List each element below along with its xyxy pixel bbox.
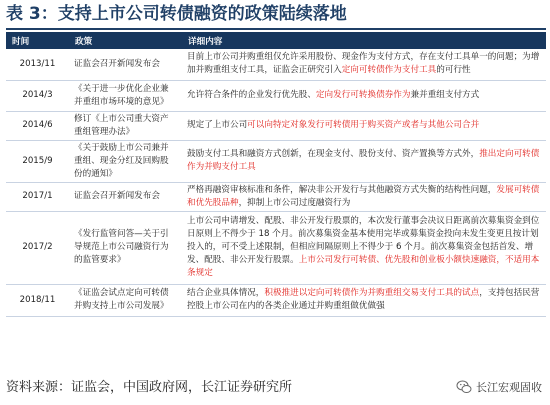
- table-row: [6, 211, 546, 284]
- row-date: 2017/2: [6, 211, 69, 284]
- row-policy: 修订《上市公司重大资产重组管理办法》: [69, 111, 182, 140]
- header-detail: 详细内容: [182, 32, 546, 49]
- title-divider: [6, 28, 546, 30]
- row-date: 2014/6: [6, 111, 69, 140]
- detail-text: 目前上市公司并购重组仅允许采用股份、现金作为支付方式，存在支付工具单一的问题；为增加并购重组支付工具，证监会正研究引入: [187, 52, 540, 76]
- table-row: [6, 49, 546, 80]
- row-detail: [182, 140, 546, 182]
- detail-text: 结合企业具体情况，: [187, 288, 265, 298]
- detail-text: ，抑制上市公司过度融资行为: [238, 197, 351, 208]
- row-detail: [182, 49, 546, 80]
- row-detail: [182, 284, 546, 316]
- table-row: [6, 140, 546, 182]
- detail-highlight: 定向发行可转换债券作为: [315, 90, 411, 100]
- table-row: [6, 80, 546, 111]
- brand-logo: [456, 376, 542, 398]
- row-policy: 《关于鼓励上市公司兼并重组、现金分红及回购股份的通知》: [69, 140, 182, 182]
- source-note: 资料来源：证监会，中国政府网，长江证券研究所: [6, 380, 293, 395]
- brand-name: 长江宏观固收: [476, 381, 542, 394]
- row-policy: 证监会召开新闻发布会: [69, 49, 182, 80]
- detail-text: 鼓励支付工具和融资方式创新，在现金支付、股份支付、资产置换等方式外，: [187, 149, 480, 159]
- row-policy: 《证监会试点定向可转债并购支持上市公司发展》: [69, 284, 182, 316]
- header-policy: 政策: [69, 32, 182, 49]
- row-detail: [182, 182, 546, 211]
- table-row: [6, 111, 546, 140]
- row-detail: [182, 111, 546, 140]
- table-row: [6, 182, 546, 211]
- wechat-icon: [456, 379, 472, 395]
- detail-text: 上市公司申请增发、配股、非公开发行股票的，本次发行董事会决议日距离前次募集资金到位日原则上不得少于 18 个月。前次募集资金基本使用完毕或募集资金投向未发生变更且按计划投入的，可不受上述限制，但相应间隔原则上不得少于 6 个月。前次募集资金包括首发、增发、配股、非公开发行股票。: [187, 216, 540, 265]
- detail-text: 兼并重组支付方式: [410, 90, 480, 100]
- header-date: 时间: [6, 32, 69, 49]
- detail-text: 严格再融资审核标准和条件，解决非公开发行与其他融资方式失衡的结构性问题，: [187, 184, 497, 195]
- detail-highlight: 积极推进以定向可转债作为并购重组交易支付工具的试点: [264, 288, 480, 298]
- policy-table: [6, 32, 546, 317]
- detail-highlight: 推出定向可转债作为并购支付工具: [187, 149, 540, 172]
- detail-highlight: 上市公司发行可转债、优先股和创业板小额快速融资，不适用本条规定: [187, 255, 540, 278]
- detail-highlight: 定向可转债作为支付工具: [341, 65, 437, 76]
- row-policy: 《发行监管问答—关于引导规范上市公司融资行为的监管要求》: [69, 211, 182, 284]
- detail-text: 规定了上市公司: [187, 120, 248, 130]
- row-detail: [182, 211, 546, 284]
- detail-highlight: 发展可转债和优先股品种: [187, 184, 540, 208]
- detail-highlight: 可以向特定对象发行可转债用于购买资产或者与其他公司合并: [247, 120, 480, 130]
- table-row: [6, 284, 546, 316]
- table-header-row: [6, 32, 546, 49]
- row-policy: 《关于进一步优化企业兼并重组市场环境的意见》: [69, 80, 182, 111]
- row-date: 2017/1: [6, 182, 69, 211]
- detail-text: 的可行性: [436, 65, 471, 76]
- row-date: 2015/9: [6, 140, 69, 182]
- detail-text: ，支持包括民营控股上市公司在内的各类企业通过并购重组做优做强: [187, 288, 540, 311]
- row-policy: 证监会召开新闻发布会: [69, 182, 182, 211]
- detail-text: 允许符合条件的企业发行优先股、: [187, 90, 316, 100]
- row-date: 2018/11: [6, 284, 69, 316]
- row-date: 2013/11: [6, 49, 69, 80]
- row-detail: [182, 80, 546, 111]
- table-title: 表 3：支持上市公司转债融资的政策陆续落地: [6, 4, 347, 24]
- row-date: 2014/3: [6, 80, 69, 111]
